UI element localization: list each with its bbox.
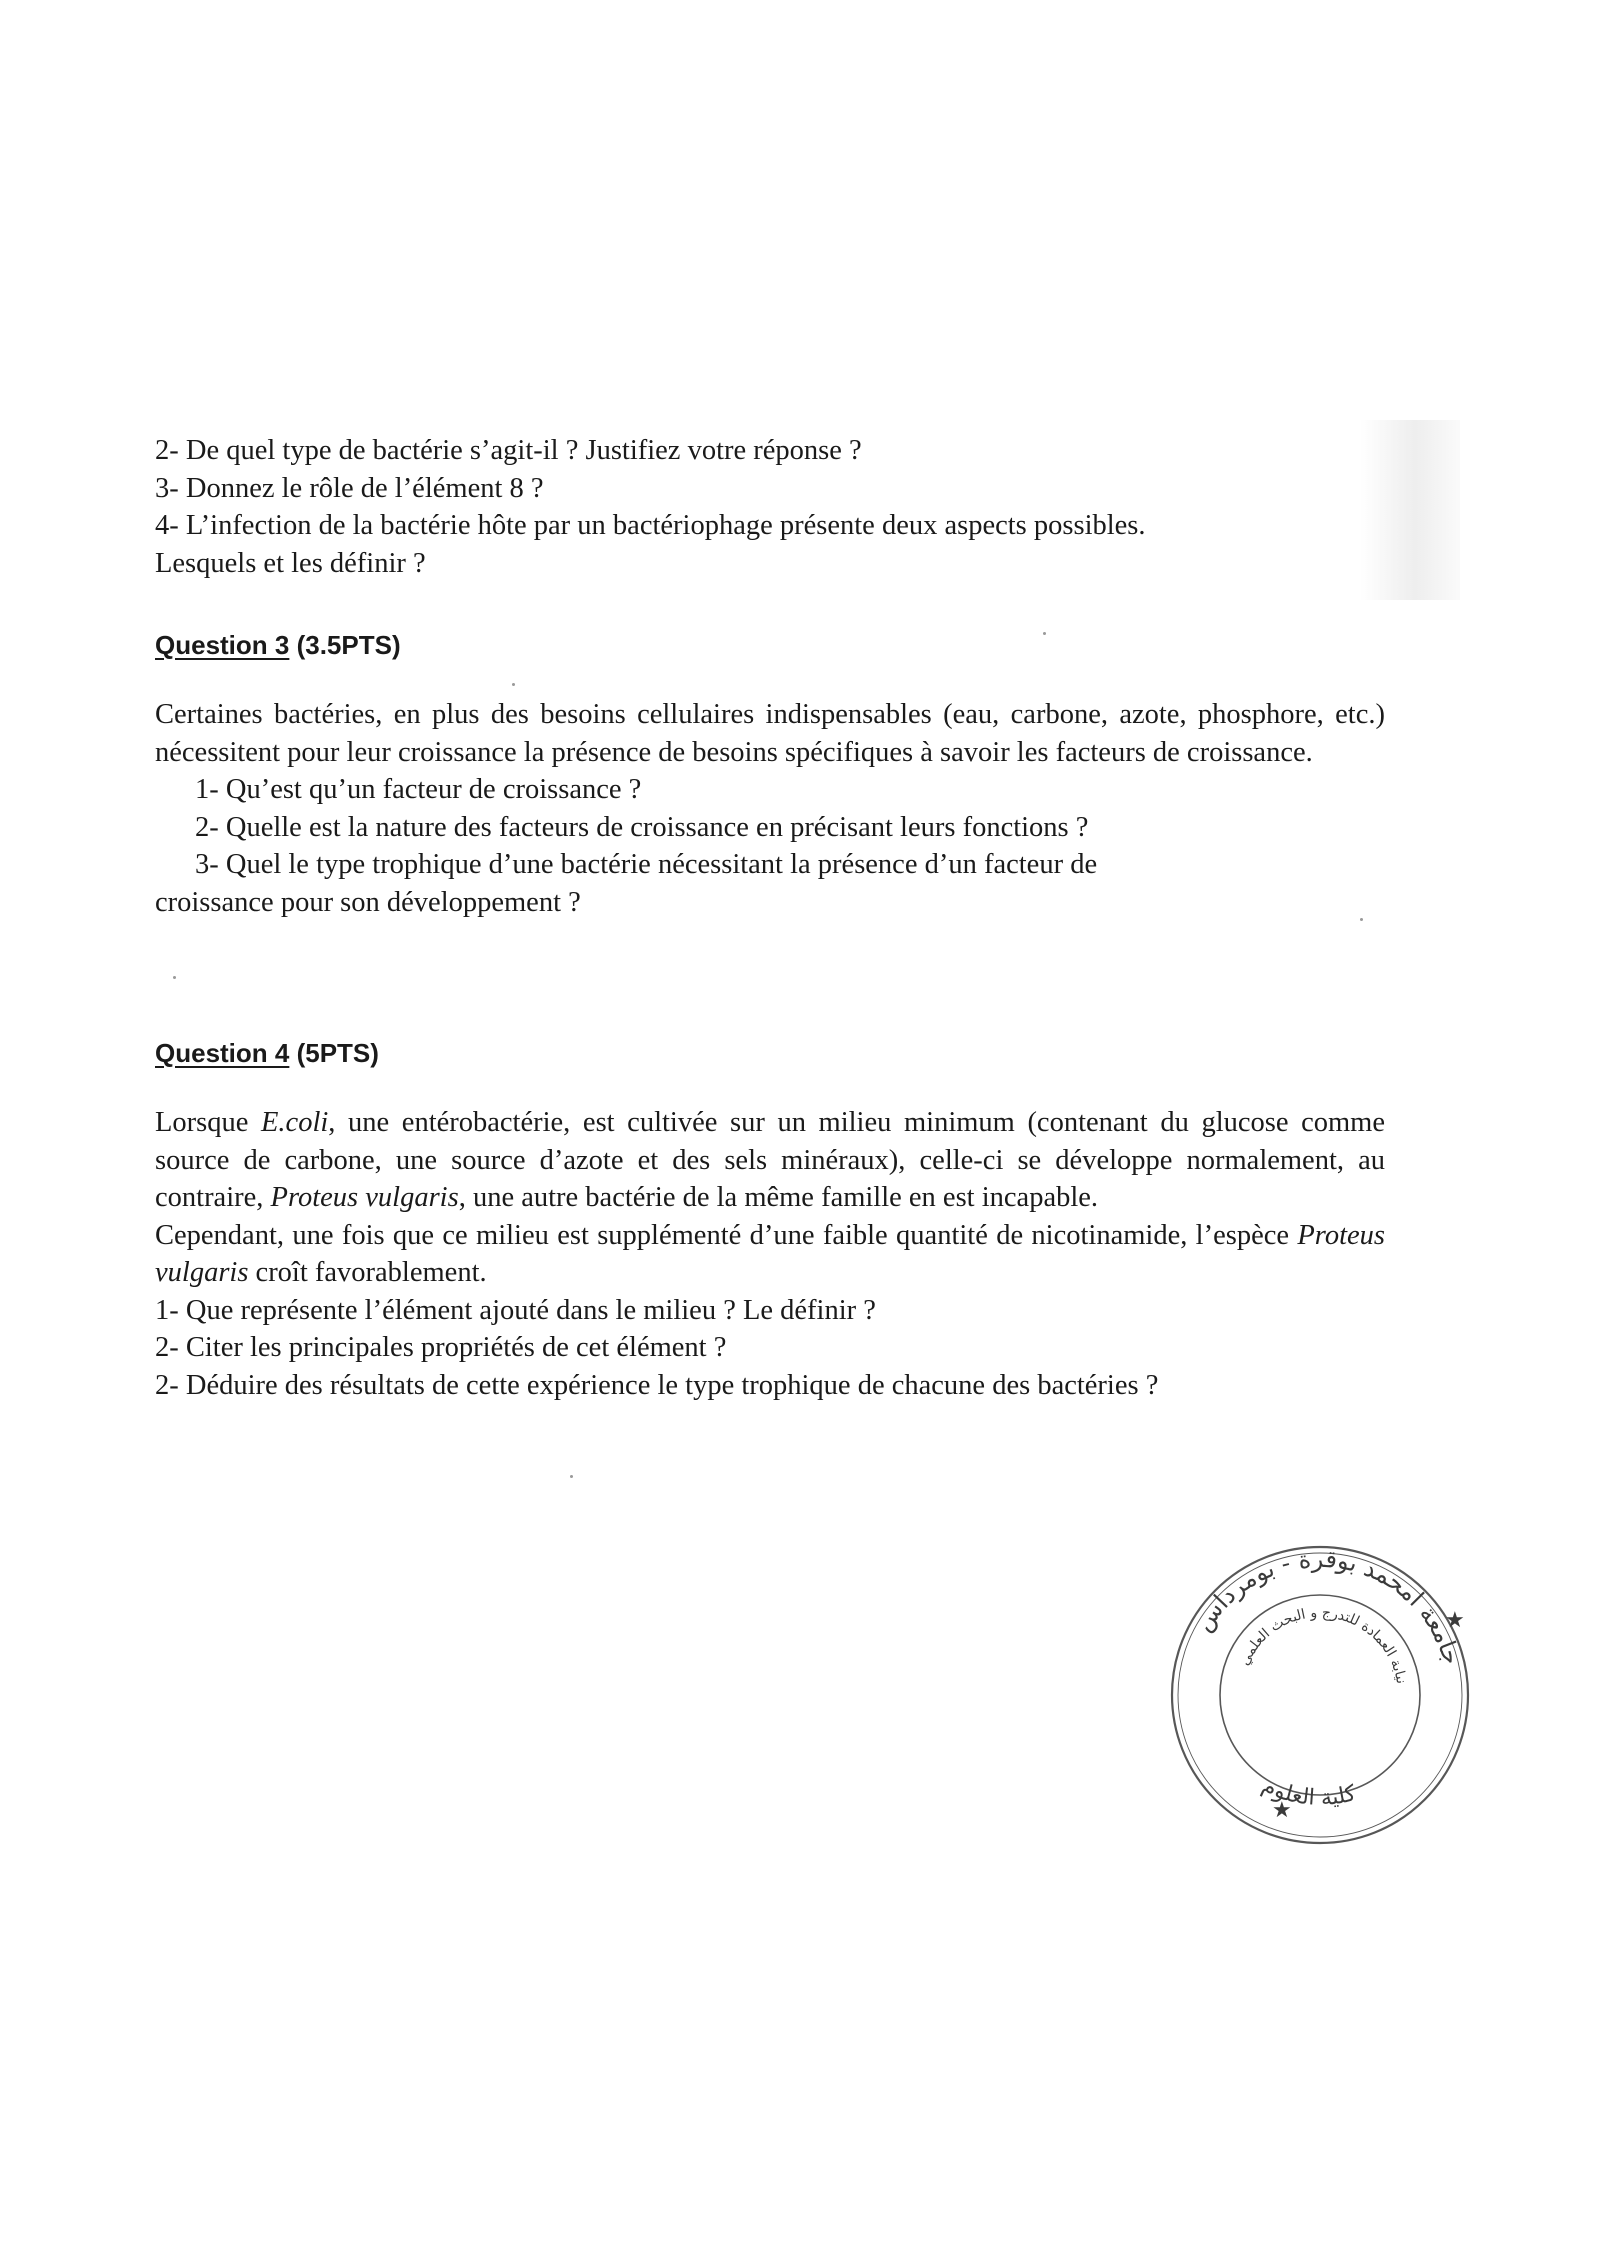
q2-line: 3- Donnez le rôle de l’élément 8 ?	[155, 472, 544, 504]
question-2-tail	[155, 432, 1385, 582]
stamp-inner-text: نيابة العمادة للتدرج و البحث العلمي	[1236, 1604, 1410, 1685]
q4-item: 2- Citer les principales propriétés de cet élément ?	[155, 1332, 727, 1363]
species-ecoli: E.coli	[261, 1107, 329, 1138]
question-4-heading	[155, 1036, 1385, 1070]
scan-speck	[570, 1475, 573, 1478]
q4-text: croît favorablement.	[248, 1257, 487, 1288]
q4-item: 1- Que représente l’élément ajouté dans le milieu ? Le définir ?	[155, 1294, 876, 1326]
q4-text: , une autre bactérie de la même famille en est incapable.	[458, 1182, 1099, 1213]
q2-line: 4- L’infection de la bactérie hôte par un bactériophage présente deux aspects possibles.	[155, 510, 1146, 541]
scan-speck	[512, 683, 515, 686]
stamp-inner-ring	[1220, 1595, 1420, 1795]
q4-item: 2- Déduire des résultats de cette expérience le type trophique de chacune des bactéries ?	[155, 1369, 1159, 1401]
q4-text: , une entérobactérie, est cultivée sur un milieu minimum (contenant du glucose comme source de carbone, une source d’azote et des sels minéraux), celle-ci se développe normalement, au contraire,	[155, 1107, 1386, 1213]
q3-item: 3- Quel le type trophique d’une bactérie nécessitant la présence d’un facteur de	[195, 849, 1098, 880]
question-3-points: (3.5PTS)	[289, 630, 401, 660]
q2-line: Lesquels et les définir ?	[155, 547, 426, 579]
q3-item: 2- Quelle est la nature des facteurs de croissance en précisant leurs fonctions ?	[195, 811, 1089, 843]
species-proteus: Proteus vulgaris	[155, 1219, 1385, 1288]
q4-paragraph-2	[155, 1217, 1385, 1292]
q3-intro: Certaines bactéries, en plus des besoins cellulaires indispensables (eau, carbone, azote, phosphore, etc.) nécessitent pour leur croissance la présence de besoins spécifiques à savoir les facteurs de croissance.	[155, 699, 1385, 768]
q2-line: 2- De quel type de bactérie s’agit-il ? Justifiez votre réponse ?	[155, 435, 862, 466]
stamp-outer-text: جامعة امحمد بوقرة - بومرداس	[1189, 1544, 1467, 1668]
question-4-title: Question 4	[155, 1038, 290, 1068]
q4-text: Cependant, une fois que ce milieu est supplémenté d’une faible quantité de nicotinamide, l’espèce	[155, 1219, 1298, 1251]
university-stamp	[1160, 1535, 1480, 1855]
question-4-points: (5PTS)	[289, 1038, 379, 1068]
question-3-body	[155, 696, 1385, 921]
q3-item: 1- Qu’est qu’un facteur de croissance ?	[195, 774, 642, 805]
stamp-star-icon: ★	[1445, 1608, 1465, 1633]
scan-speck	[173, 976, 176, 979]
q3-item-continuation: croissance pour son développement ?	[155, 886, 581, 918]
q4-paragraph-1	[155, 1104, 1385, 1217]
question-3-title: Question 3	[155, 630, 290, 660]
question-4-body	[155, 1104, 1385, 1404]
stamp-star-icon: ★	[1272, 1798, 1292, 1823]
q4-text: Lorsque	[155, 1107, 262, 1138]
species-proteus: Proteus vulgaris	[270, 1182, 459, 1213]
stamp-bottom-text: كلية العلوم	[1258, 1773, 1359, 1811]
question-3-heading	[155, 628, 1385, 662]
